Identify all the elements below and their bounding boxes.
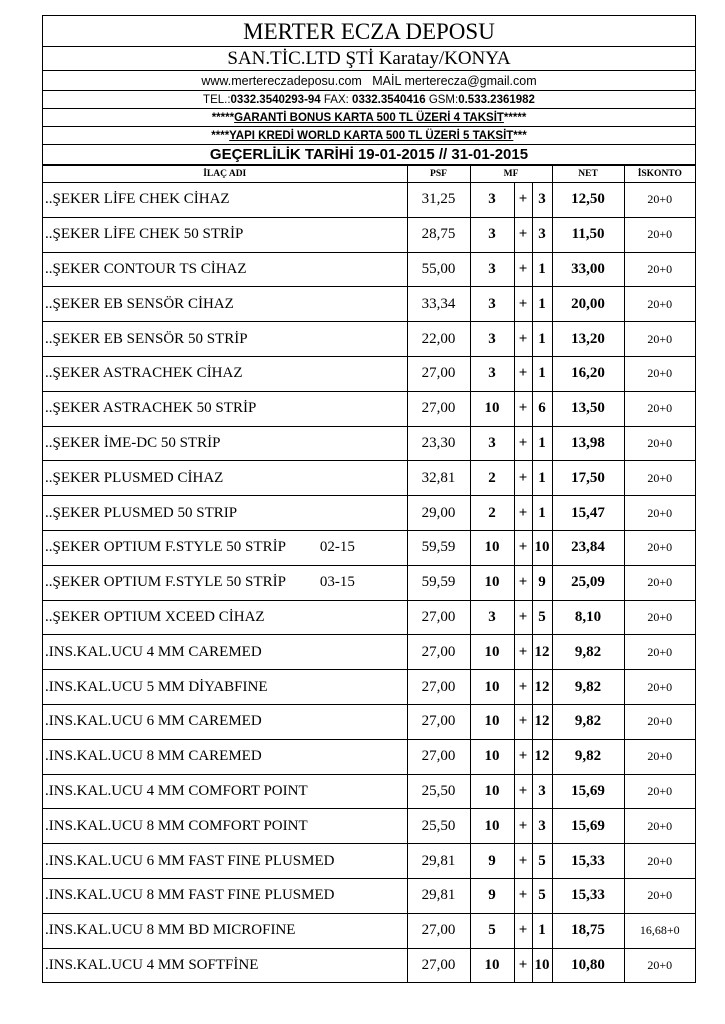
mf-free: 1 xyxy=(532,356,552,391)
mf-free: 9 xyxy=(532,565,552,600)
mf-plus: + xyxy=(514,948,532,983)
mf-plus: + xyxy=(514,739,532,774)
mf-free: 12 xyxy=(532,704,552,739)
mf-quantity: 10 xyxy=(470,809,514,844)
company-name: MERTER ECZA DEPOSU xyxy=(43,16,695,47)
price-psf: 59,59 xyxy=(407,565,470,600)
price-psf: 55,00 xyxy=(407,252,470,287)
product-name-cell xyxy=(43,913,407,948)
column-header-net: NET xyxy=(552,166,624,183)
table-row xyxy=(43,739,695,774)
discount: 20+0 xyxy=(624,565,695,600)
contact-line xyxy=(43,91,695,109)
mf-quantity: 3 xyxy=(470,600,514,635)
table-row xyxy=(43,809,695,844)
price-net: 11,50 xyxy=(552,217,624,252)
product-name: .INS.KAL.UCU 6 MM CAREMED xyxy=(45,713,262,730)
product-name: ..ŞEKER CONTOUR TS CİHAZ xyxy=(45,260,247,277)
discount: 20+0 xyxy=(624,183,695,218)
discount: 20+0 xyxy=(624,670,695,705)
mf-quantity: 3 xyxy=(470,217,514,252)
mf-quantity: 10 xyxy=(470,739,514,774)
fax-value: 0332.3540416 xyxy=(352,94,426,106)
mf-free: 1 xyxy=(532,252,552,287)
promo-garanti-text: GARANTİ BONUS KARTA 500 TL ÜZERİ 4 TAKSİT xyxy=(234,112,504,124)
product-lot: 02-15 xyxy=(319,539,355,556)
mf-free: 10 xyxy=(532,948,552,983)
mf-free: 5 xyxy=(532,878,552,913)
table-row xyxy=(43,391,695,426)
mf-quantity: 10 xyxy=(470,670,514,705)
product-name-cell xyxy=(43,356,407,391)
mf-free: 5 xyxy=(532,844,552,879)
product-name: .INS.KAL.UCU 4 MM CAREMED xyxy=(45,643,262,660)
promo-stars: **** xyxy=(211,130,230,142)
product-name: .INS.KAL.UCU 8 MM CAREMED xyxy=(45,748,262,765)
product-name-cell xyxy=(43,530,407,565)
price-psf: 27,00 xyxy=(407,704,470,739)
promo-stars: ***** xyxy=(211,112,235,124)
price-net: 13,20 xyxy=(552,322,624,357)
price-psf: 27,00 xyxy=(407,913,470,948)
column-header-iskonto: İSKONTO xyxy=(624,166,695,183)
product-name-cell xyxy=(43,948,407,983)
price-psf: 27,00 xyxy=(407,600,470,635)
product-name-cell xyxy=(43,496,407,531)
mf-plus: + xyxy=(514,635,532,670)
table-row xyxy=(43,948,695,983)
price-psf: 23,30 xyxy=(407,426,470,461)
discount: 20+0 xyxy=(624,461,695,496)
gsm-value: 0.533.2361982 xyxy=(458,94,535,106)
table-row xyxy=(43,217,695,252)
mf-free: 1 xyxy=(532,426,552,461)
price-net: 20,00 xyxy=(552,287,624,322)
mf-quantity: 2 xyxy=(470,461,514,496)
mf-free: 1 xyxy=(532,287,552,322)
mf-free: 10 xyxy=(532,530,552,565)
product-name: ..ŞEKER PLUSMED CİHAZ xyxy=(45,469,224,486)
product-name-cell xyxy=(43,774,407,809)
mf-plus: + xyxy=(514,217,532,252)
price-net: 33,00 xyxy=(552,252,624,287)
product-name-cell xyxy=(43,844,407,879)
discount: 20+0 xyxy=(624,809,695,844)
discount: 16,68+0 xyxy=(624,913,695,948)
price-net: 13,98 xyxy=(552,426,624,461)
mf-quantity: 3 xyxy=(470,252,514,287)
product-name-cell xyxy=(43,704,407,739)
promo-stars: ***** xyxy=(503,112,527,124)
product-name: ..ŞEKER EB SENSÖR 50 STRİP xyxy=(45,330,248,347)
table-row xyxy=(43,183,695,218)
mf-quantity: 10 xyxy=(470,704,514,739)
column-header-psf: PSF xyxy=(407,166,470,183)
price-net: 8,10 xyxy=(552,600,624,635)
mf-quantity: 5 xyxy=(470,913,514,948)
product-name: ..ŞEKER OPTIUM XCEED CİHAZ xyxy=(45,608,265,625)
product-name: .INS.KAL.UCU 8 MM FAST FINE PLUSMED xyxy=(45,887,335,904)
mf-free: 3 xyxy=(532,183,552,218)
price-psf: 27,00 xyxy=(407,635,470,670)
price-net: 9,82 xyxy=(552,635,624,670)
product-name-cell xyxy=(43,635,407,670)
mf-free: 1 xyxy=(532,496,552,531)
price-psf: 32,81 xyxy=(407,461,470,496)
mf-quantity: 3 xyxy=(470,426,514,461)
discount: 20+0 xyxy=(624,252,695,287)
table-row xyxy=(43,426,695,461)
discount: 20+0 xyxy=(624,774,695,809)
product-name: ..ŞEKER EB SENSÖR CİHAZ xyxy=(45,295,234,312)
table-row xyxy=(43,600,695,635)
column-header-mf: MF xyxy=(470,166,552,183)
table-row xyxy=(43,530,695,565)
product-name: ..ŞEKER OPTIUM F.STYLE 50 STRİP xyxy=(45,539,286,556)
discount: 20+0 xyxy=(624,739,695,774)
price-psf: 28,75 xyxy=(407,217,470,252)
table-row xyxy=(43,496,695,531)
mf-quantity: 9 xyxy=(470,844,514,879)
tel-label: TEL.: xyxy=(203,94,231,106)
price-net: 12,50 xyxy=(552,183,624,218)
discount: 20+0 xyxy=(624,530,695,565)
price-list-document xyxy=(42,15,696,983)
mf-free: 3 xyxy=(532,809,552,844)
price-net: 13,50 xyxy=(552,391,624,426)
mf-plus: + xyxy=(514,878,532,913)
mf-quantity: 10 xyxy=(470,774,514,809)
product-name-cell xyxy=(43,809,407,844)
price-psf: 27,00 xyxy=(407,739,470,774)
mf-plus: + xyxy=(514,704,532,739)
price-net: 15,69 xyxy=(552,774,624,809)
product-name-cell xyxy=(43,461,407,496)
mf-plus: + xyxy=(514,774,532,809)
mf-free: 5 xyxy=(532,600,552,635)
price-psf: 27,00 xyxy=(407,356,470,391)
price-psf: 25,50 xyxy=(407,774,470,809)
price-net: 16,20 xyxy=(552,356,624,391)
mf-plus: + xyxy=(514,496,532,531)
mf-plus: + xyxy=(514,600,532,635)
price-net: 18,75 xyxy=(552,913,624,948)
mf-free: 6 xyxy=(532,391,552,426)
price-net: 15,69 xyxy=(552,809,624,844)
mf-free: 3 xyxy=(532,774,552,809)
product-name-cell xyxy=(43,600,407,635)
mf-plus: + xyxy=(514,461,532,496)
product-name: .INS.KAL.UCU 8 MM BD MICROFINE xyxy=(45,922,296,939)
product-name-cell xyxy=(43,565,407,600)
discount: 20+0 xyxy=(624,356,695,391)
discount: 20+0 xyxy=(624,391,695,426)
price-net: 15,33 xyxy=(552,878,624,913)
table-row xyxy=(43,356,695,391)
validity-dates: GEÇERLİLİK TARİHİ 19-01-2015 // 31-01-2015 xyxy=(43,145,695,165)
price-psf: 27,00 xyxy=(407,391,470,426)
mf-plus: + xyxy=(514,287,532,322)
product-name: ..ŞEKER ASTRACHEK CİHAZ xyxy=(45,365,243,382)
product-name: ..ŞEKER PLUSMED 50 STRIP xyxy=(45,504,238,521)
promo-garanti xyxy=(43,109,695,127)
product-name-cell xyxy=(43,183,407,218)
price-net: 9,82 xyxy=(552,670,624,705)
price-net: 25,09 xyxy=(552,565,624,600)
tel-value: 0332.3540293-94 xyxy=(230,94,321,106)
table-row xyxy=(43,913,695,948)
product-name: .INS.KAL.UCU 6 MM FAST FINE PLUSMED xyxy=(45,852,335,869)
table-row xyxy=(43,635,695,670)
web-mail-line xyxy=(43,71,695,91)
discount: 20+0 xyxy=(624,844,695,879)
mf-plus: + xyxy=(514,670,532,705)
discount: 20+0 xyxy=(624,496,695,531)
mf-quantity: 10 xyxy=(470,565,514,600)
mf-plus: + xyxy=(514,565,532,600)
product-name: ..ŞEKER ASTRACHEK 50 STRİP xyxy=(45,400,257,417)
mf-free: 12 xyxy=(532,739,552,774)
price-psf: 27,00 xyxy=(407,948,470,983)
table-row xyxy=(43,287,695,322)
email-link[interactable]: merterecza@gmail.com xyxy=(404,74,537,88)
mf-quantity: 10 xyxy=(470,530,514,565)
product-name: ..ŞEKER LİFE CHEK 50 STRİP xyxy=(45,226,244,243)
price-psf: 27,00 xyxy=(407,670,470,705)
mf-plus: + xyxy=(514,391,532,426)
mf-quantity: 3 xyxy=(470,287,514,322)
price-psf: 33,34 xyxy=(407,287,470,322)
table-header-row xyxy=(43,166,695,183)
price-net: 23,84 xyxy=(552,530,624,565)
price-net: 10,80 xyxy=(552,948,624,983)
discount: 20+0 xyxy=(624,600,695,635)
product-name: .INS.KAL.UCU 4 MM SOFTFİNE xyxy=(45,956,259,973)
table-row xyxy=(43,670,695,705)
price-psf: 25,50 xyxy=(407,809,470,844)
product-name-cell xyxy=(43,322,407,357)
price-psf: 29,81 xyxy=(407,844,470,879)
product-name-cell xyxy=(43,217,407,252)
table-row xyxy=(43,774,695,809)
mf-free: 1 xyxy=(532,322,552,357)
product-name: ..ŞEKER LİFE CHEK CİHAZ xyxy=(45,191,230,208)
discount: 20+0 xyxy=(624,217,695,252)
website-link[interactable]: www.mertereczadeposu.com xyxy=(201,74,362,88)
product-name: ..ŞEKER OPTIUM F.STYLE 50 STRİP xyxy=(45,574,286,591)
table-row xyxy=(43,322,695,357)
price-net: 17,50 xyxy=(552,461,624,496)
mf-plus: + xyxy=(514,913,532,948)
product-name: ..ŞEKER İME-DC 50 STRİP xyxy=(45,434,221,451)
mf-plus: + xyxy=(514,322,532,357)
mail-label: MAİL xyxy=(372,74,401,88)
price-table xyxy=(43,165,695,983)
table-row xyxy=(43,878,695,913)
mf-plus: + xyxy=(514,252,532,287)
product-name-cell xyxy=(43,878,407,913)
product-name-cell xyxy=(43,252,407,287)
mf-plus: + xyxy=(514,530,532,565)
price-psf: 29,00 xyxy=(407,496,470,531)
mf-quantity: 2 xyxy=(470,496,514,531)
discount: 20+0 xyxy=(624,635,695,670)
product-name: .INS.KAL.UCU 8 MM COMFORT POINT xyxy=(45,817,308,834)
fax-label: FAX: xyxy=(323,94,349,106)
mf-quantity: 3 xyxy=(470,356,514,391)
mf-plus: + xyxy=(514,356,532,391)
product-name-cell xyxy=(43,739,407,774)
mf-free: 1 xyxy=(532,461,552,496)
product-name-cell xyxy=(43,426,407,461)
promo-yapikredi xyxy=(43,127,695,145)
price-net: 15,47 xyxy=(552,496,624,531)
price-psf: 31,25 xyxy=(407,183,470,218)
mf-quantity: 10 xyxy=(470,391,514,426)
mf-quantity: 3 xyxy=(470,183,514,218)
product-name: .INS.KAL.UCU 5 MM DİYABFINE xyxy=(45,678,268,695)
price-psf: 59,59 xyxy=(407,530,470,565)
company-subtitle: SAN.TİC.LTD ŞTİ Karatay/KONYA xyxy=(43,47,695,71)
mf-quantity: 10 xyxy=(470,948,514,983)
product-lot: 03-15 xyxy=(319,574,355,591)
mf-quantity: 3 xyxy=(470,322,514,357)
mf-plus: + xyxy=(514,844,532,879)
column-header-name: İLAÇ ADI xyxy=(43,166,407,183)
promo-yapikredi-text: YAPI KREDİ WORLD KARTA 500 TL ÜZERİ 5 TAKSİT xyxy=(229,130,514,142)
mf-free: 12 xyxy=(532,635,552,670)
discount: 20+0 xyxy=(624,322,695,357)
discount: 20+0 xyxy=(624,948,695,983)
mf-quantity: 10 xyxy=(470,635,514,670)
product-name-cell xyxy=(43,670,407,705)
discount: 20+0 xyxy=(624,287,695,322)
table-row xyxy=(43,844,695,879)
table-row xyxy=(43,252,695,287)
discount: 20+0 xyxy=(624,704,695,739)
promo-stars: *** xyxy=(513,130,527,142)
gsm-label: GSM: xyxy=(428,94,459,106)
mf-free: 12 xyxy=(532,670,552,705)
product-name: .INS.KAL.UCU 4 MM COMFORT POINT xyxy=(45,782,308,799)
mf-plus: + xyxy=(514,426,532,461)
table-row xyxy=(43,704,695,739)
mf-plus: + xyxy=(514,183,532,218)
price-psf: 22,00 xyxy=(407,322,470,357)
mf-quantity: 9 xyxy=(470,878,514,913)
table-row xyxy=(43,565,695,600)
product-name-cell xyxy=(43,391,407,426)
price-psf: 29,81 xyxy=(407,878,470,913)
price-net: 9,82 xyxy=(552,704,624,739)
mf-free: 1 xyxy=(532,913,552,948)
price-net: 15,33 xyxy=(552,844,624,879)
table-row xyxy=(43,461,695,496)
price-net: 9,82 xyxy=(552,739,624,774)
discount: 20+0 xyxy=(624,426,695,461)
mf-free: 3 xyxy=(532,217,552,252)
product-name-cell xyxy=(43,287,407,322)
discount: 20+0 xyxy=(624,878,695,913)
mf-plus: + xyxy=(514,809,532,844)
